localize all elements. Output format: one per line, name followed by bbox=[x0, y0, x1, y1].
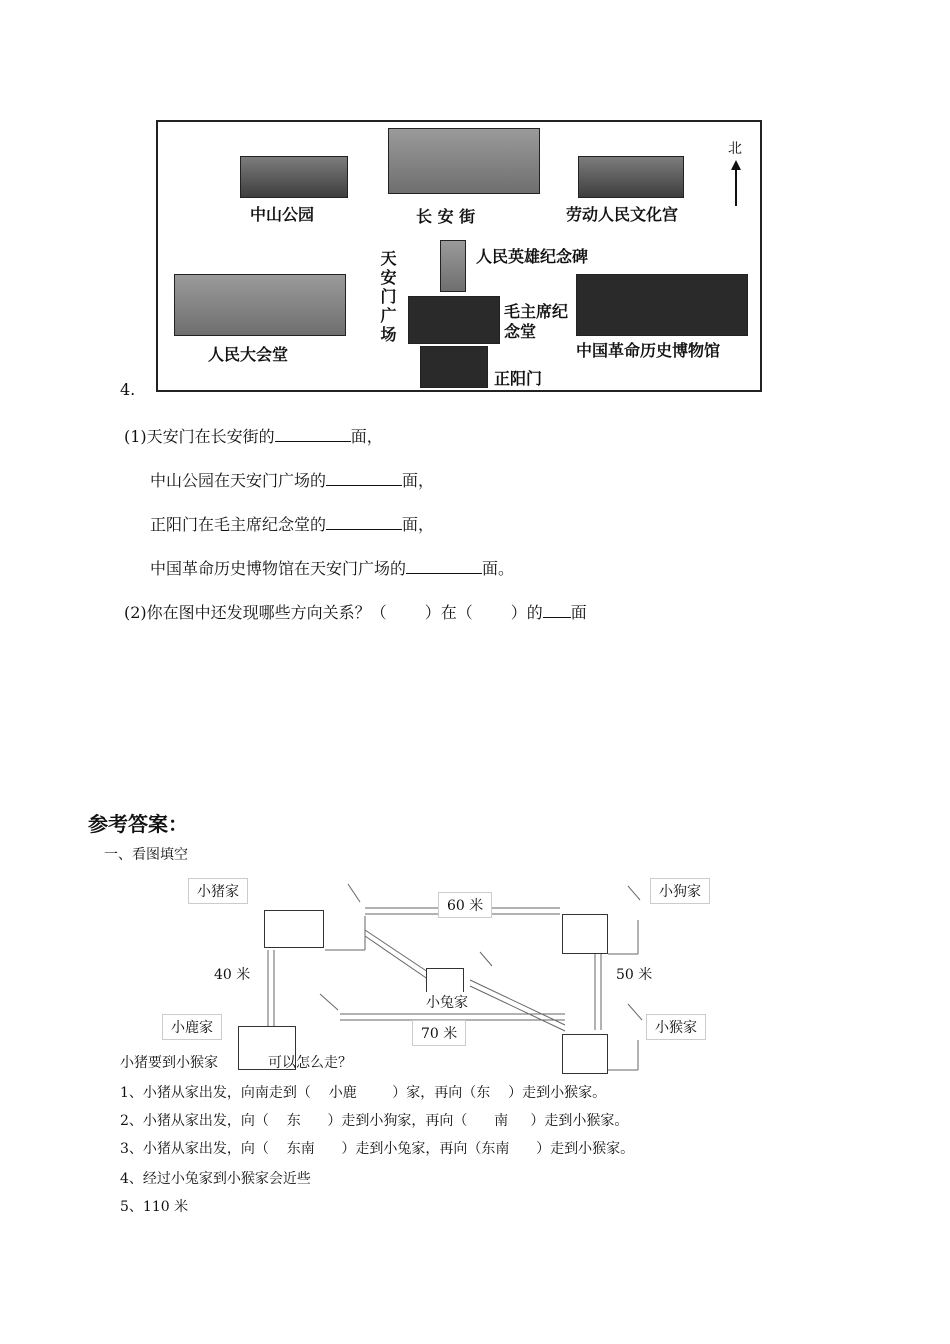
rabbit-house-label: 小兔家 bbox=[424, 992, 470, 1012]
answer-blank[interactable] bbox=[275, 427, 351, 442]
answer-line-2: 2、小猪从家出发，向（ 东 ）走到小狗家，再向（ 南 ）走到小猴家。 bbox=[120, 1113, 629, 1129]
distance-40: 40 米 bbox=[206, 962, 258, 986]
answer-line-5: 5、110 米 bbox=[120, 1199, 189, 1215]
label-great-hall: 人民大会堂 bbox=[208, 345, 289, 364]
label-museum: 中国革命历史博物馆 bbox=[576, 341, 721, 360]
deer-house-label: 小鹿家 bbox=[162, 1014, 222, 1040]
answer-line-3: 3、小猪从家出发，向（ 东南 ）走到小兔家，再向（东南 ）走到小猴家。 bbox=[120, 1141, 635, 1157]
laodong-palace-photo bbox=[578, 156, 684, 198]
q2-text-4: 面 bbox=[570, 603, 587, 622]
answer-question bbox=[120, 1052, 352, 1072]
great-hall-photo bbox=[174, 274, 346, 336]
q1-line-1-text: 天安门在长安街的 bbox=[146, 427, 275, 446]
pig-house bbox=[264, 910, 324, 948]
north-arrow-icon bbox=[730, 160, 742, 206]
mausoleum-photo bbox=[408, 296, 500, 344]
dog-house bbox=[562, 914, 608, 954]
distance-70: 70 米 bbox=[412, 1020, 466, 1046]
distance-60: 60 米 bbox=[438, 892, 492, 918]
tiananmen-photo bbox=[388, 128, 540, 194]
label-zhengyang-gate: 正阳门 bbox=[494, 369, 543, 388]
zhongshan-park-photo bbox=[240, 156, 348, 198]
q1-line-2-suffix: 面， bbox=[402, 471, 435, 490]
q1-line-2 bbox=[150, 468, 434, 491]
answer-blank[interactable] bbox=[326, 471, 402, 486]
q1-line-3-suffix: 面， bbox=[402, 515, 435, 534]
answer-line-1: 1、小猪从家出发，向南走到（ 小鹿 ）家，再向（东 ）走到小猴家。 bbox=[120, 1085, 607, 1101]
q1-label: (1) bbox=[124, 427, 147, 446]
q1-line-4-suffix: 面。 bbox=[482, 559, 515, 578]
q2-text-3: ）的 bbox=[510, 603, 543, 622]
landmark-map bbox=[156, 120, 762, 392]
label-laodong-palace: 劳动人民文化宫 bbox=[566, 205, 679, 224]
q1-line-1-suffix: 面， bbox=[350, 427, 383, 446]
monkey-house-label: 小猴家 bbox=[646, 1014, 706, 1040]
q2-line bbox=[124, 600, 587, 623]
answer-question-part-a: 小猪要到小猴家 bbox=[120, 1055, 218, 1071]
q1-line-4-text: 中国革命历史博物馆在天安门广场的 bbox=[150, 559, 407, 578]
museum-photo bbox=[576, 274, 748, 336]
answer-blank[interactable] bbox=[543, 603, 571, 618]
answer-line-4: 4、经过小兔家到小猴家会近些 bbox=[120, 1171, 311, 1187]
pig-house-label: 小猪家 bbox=[188, 878, 248, 904]
answer-question-part-b: 可以怎么走？ bbox=[268, 1055, 352, 1071]
label-monument: 人民英雄纪念碑 bbox=[476, 247, 589, 266]
label-changan-street: 长 安 街 bbox=[416, 207, 476, 226]
zhengyang-gate-photo bbox=[420, 346, 488, 388]
label-zhongshan-park: 中山公园 bbox=[250, 205, 315, 224]
dog-house-label: 小狗家 bbox=[650, 878, 710, 904]
q1-line-1 bbox=[124, 424, 383, 447]
label-mausoleum: 毛主席纪念堂 bbox=[504, 302, 569, 341]
label-tiananmen-square: 天安门广场 bbox=[378, 250, 397, 345]
north-label: 北 bbox=[728, 141, 742, 157]
q1-line-3-text: 正阳门在毛主席纪念堂的 bbox=[150, 515, 327, 534]
monkey-house bbox=[562, 1034, 608, 1074]
question-number: 4. bbox=[120, 380, 136, 399]
q2-text-1: 你在图中还发现哪些方向关系？（ bbox=[146, 603, 387, 622]
q2-text-2: ）在（ bbox=[424, 603, 473, 622]
answer-title: 参考答案： bbox=[88, 812, 188, 836]
q1-line-3 bbox=[150, 512, 434, 535]
q1-line-4 bbox=[150, 556, 514, 579]
distance-50: 50 米 bbox=[608, 962, 660, 986]
answer-blank[interactable] bbox=[326, 515, 402, 530]
monument-photo bbox=[440, 240, 466, 292]
answer-section-heading: 一、看图填空 bbox=[104, 847, 188, 863]
answer-blank[interactable] bbox=[406, 559, 482, 574]
q2-label: (2) bbox=[124, 603, 147, 622]
q1-line-2-text: 中山公园在天安门广场的 bbox=[150, 471, 327, 490]
